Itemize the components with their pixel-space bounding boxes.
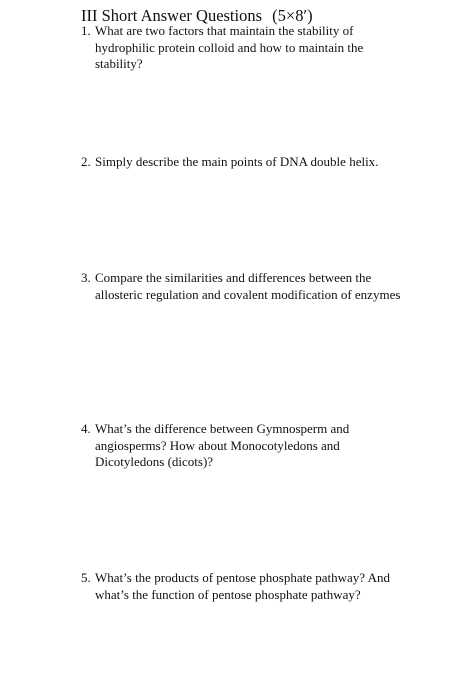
question-1 <box>81 23 411 73</box>
question-2 <box>81 154 411 171</box>
question-number: 5. <box>81 570 91 585</box>
question-text: What are two factors that maintain the stability of hydrophilic protein colloid and how to maintain the stability? <box>95 23 364 71</box>
question-text: What’s the difference between Gymnosperm and angiosperms? How about Monocotyledons and Dicotyledons (dicots)? <box>95 421 350 469</box>
section-points: (5×8′) <box>272 6 313 25</box>
question-number: 1. <box>81 23 91 38</box>
question-5 <box>81 570 411 603</box>
question-text: What’s the products of pentose phosphate pathway? And what’s the function of pentose phosphate pathway? <box>95 570 390 602</box>
question-text: Compare the similarities and differences between the allosteric regulation and covalent modification of enzymes <box>95 270 401 302</box>
section-title: III Short Answer Questions <box>81 6 263 25</box>
question-text: Simply describe the main points of DNA double helix. <box>95 154 379 169</box>
question-number: 2. <box>81 154 91 169</box>
question-number: 4. <box>81 421 91 436</box>
question-4 <box>81 421 411 471</box>
question-3 <box>81 270 411 303</box>
question-number: 3. <box>81 270 91 285</box>
